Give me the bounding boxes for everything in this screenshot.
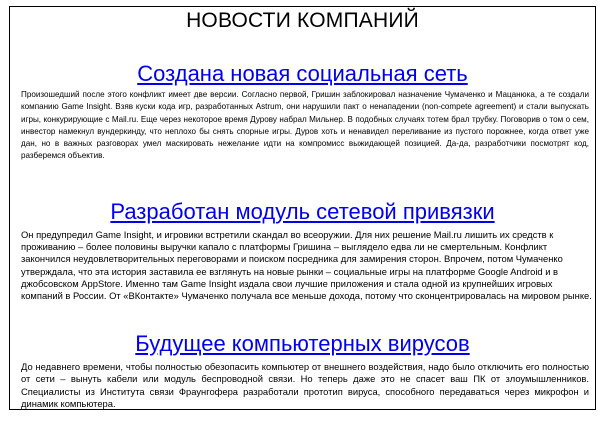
- article-3-body: До недавнего времени, чтобы полностью обезопасить компьютер от внешнего воздействия, надо было отключить его полностью от сети – вынуть кабели или модуль беспроводной связи. Но теперь даже это не спасет ваш ПК от злоумышленников. Специалисты из Института связи Фраунгофера разработали прототип вируса, способного передаваться через микрофон и динамик компьютера.: [21, 361, 589, 409]
- article-1-body: Произошедший после этого конфликт имеет две версии. Согласно первой, Гришин заблокировал назначение Чумаченко и Мацанюка, а те создали компанию Game Insight. Взяв куски кода игр, разработанных Astrum, они нарушили пакт о ненападении (non-compete agreement) и стали выпускать игры, конкурирующие с Mail.ru. Еще через некоторое время Дурову набрал Мильнер. В подобных случаях тотем брал трубку. Поговорив о том о сем, инвестор намекнул вундеркинду, что неплохо бы снять спорные игры. Дуров хоть и ненавидел переливание из пустого порожнее, когда ответ уже дан, но в важных разговорах умел маскировать нежелание идти на компромисс выжидающей позицией. Да-да, разработчики посмотрят код, разберемся объектив.: [21, 90, 589, 161]
- article-3-headline-link[interactable]: Будущее компьютерных вирусов: [135, 331, 470, 356]
- news-page: [9, 6, 596, 410]
- article-2-body: Он предупредил Game Insight, и игровики встретили скандал во всеоружии. Для них решение Mail.ru лишить их средств к проживанию – более половины выручки капало с платформы Гришина – выглядело едва ли не смертельным. Конфликт закончился неудовлетворительных переговорами и поиском посредника для замирения сторон. Впрочем, потом Чумаченко утверждала, что эта история заставила ее взглянуть на новые рынки – социальные игры на платформе Google Android и в джобсовском AppStore. Именно там Game Insight издала свои лучшие приложения и стала одной из крупнейших игровых компаний в России. От «ВКонтакте» Чумаченко получала все меньше дохода, потому что сконцентрировалась на мировом рынке.: [21, 229, 592, 302]
- article-1-headline-link[interactable]: Создана новая социальная сеть: [137, 61, 468, 86]
- article-2-headline-link[interactable]: Разработан модуль сетевой привязки: [110, 199, 495, 224]
- page-title: НОВОСТИ КОМПАНИЙ: [186, 9, 419, 32]
